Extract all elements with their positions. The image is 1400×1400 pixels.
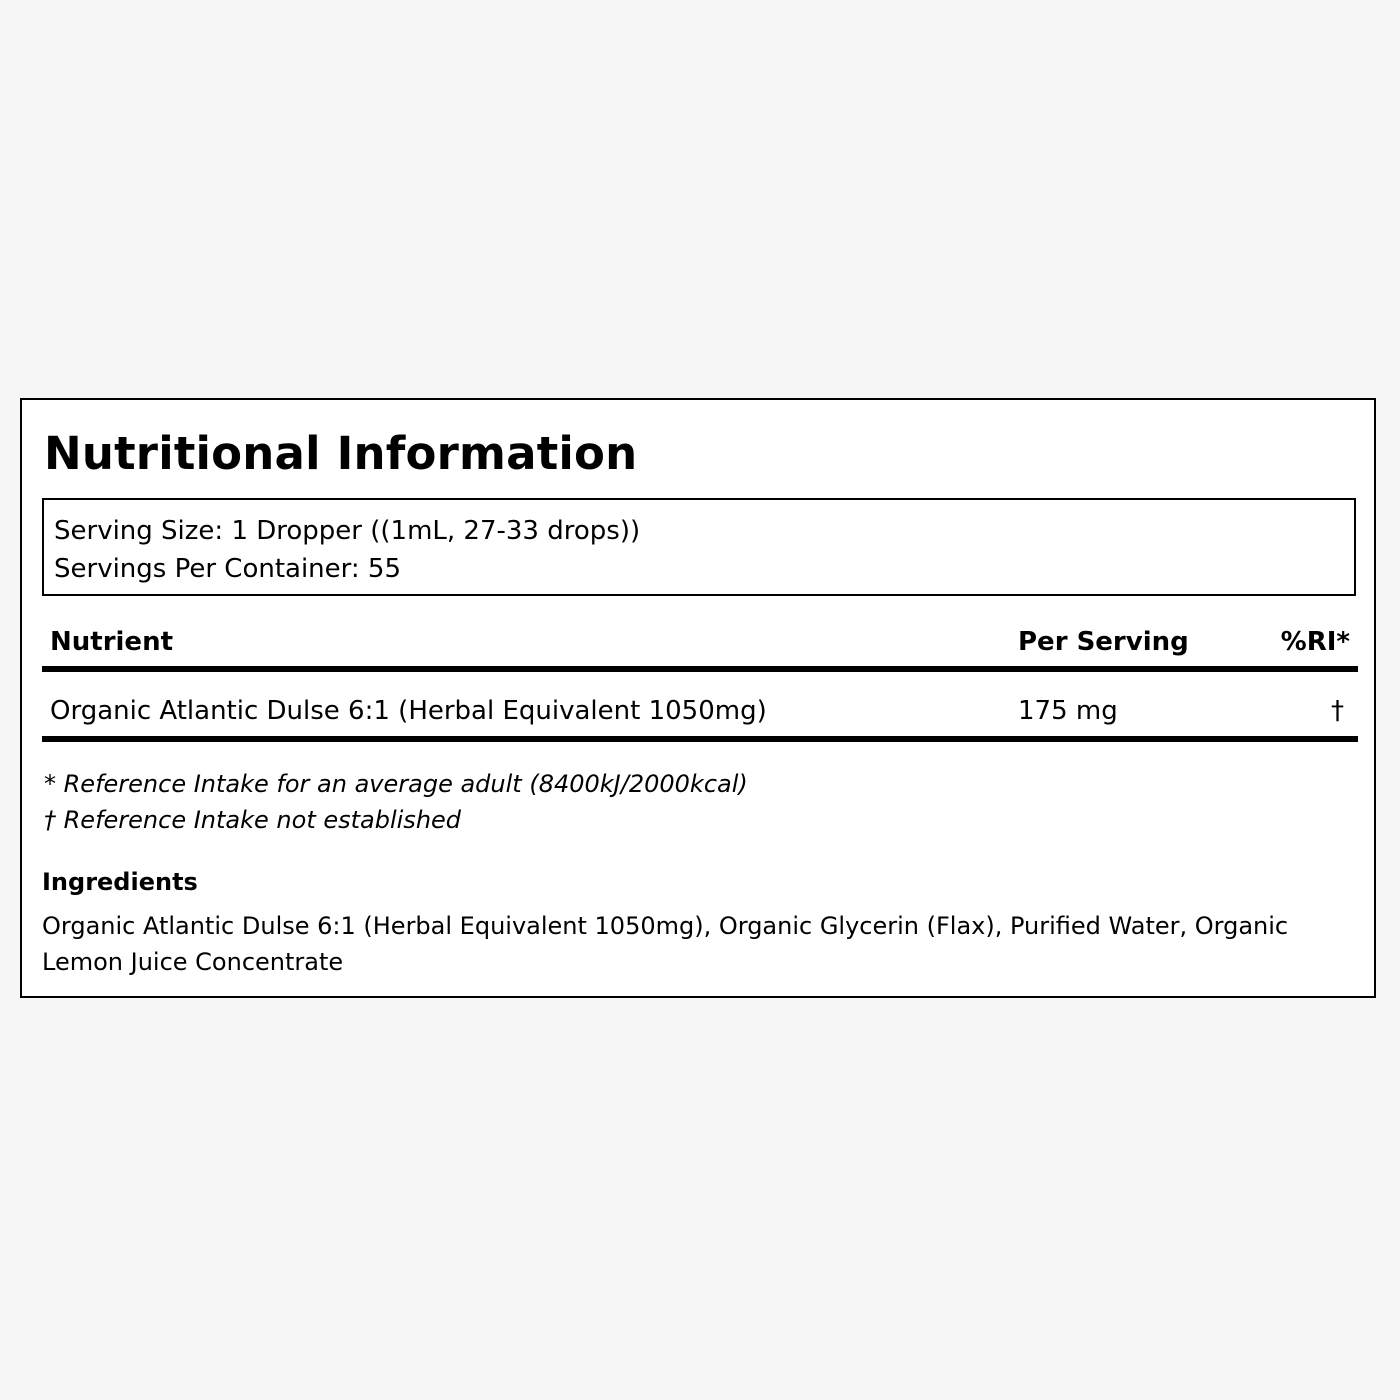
table-row	[42, 692, 1358, 732]
ingredients-list: Organic Atlantic Dulse 6:1 (Herbal Equivalent 1050mg), Organic Glycerin (Flax), Purified Water, Organic Lemon Juice Concentrate	[42, 912, 1289, 976]
servings-per-container: Servings Per Container: 55	[54, 554, 402, 584]
table-header-divider	[42, 666, 1358, 672]
table-bottom-divider	[42, 736, 1358, 742]
footnotes	[44, 766, 1344, 838]
serving-info-box	[42, 498, 1356, 596]
ingredients-heading: Ingredients	[42, 868, 198, 896]
label-title: Nutritional Information	[44, 427, 638, 480]
nutrient-table-header	[42, 624, 1358, 664]
nutrition-label	[20, 398, 1376, 998]
nutrient-per-serving: 175 mg	[1018, 696, 1118, 726]
footnote-ri-reference: * Reference Intake for an average adult (8400kJ/2000kcal)	[44, 770, 748, 798]
serving-size: Serving Size: 1 Dropper ((1mL, 27-33 drops))	[54, 516, 641, 546]
footnote-ri-not-established: † Reference Intake not established	[44, 806, 462, 834]
column-header-per-serving: Per Serving	[1018, 627, 1189, 657]
nutrient-name: Organic Atlantic Dulse 6:1 (Herbal Equivalent 1050mg)	[50, 696, 767, 726]
nutrient-ri: †	[1331, 696, 1344, 726]
column-header-ri: %RI*	[1280, 627, 1350, 657]
column-header-nutrient: Nutrient	[50, 627, 174, 657]
